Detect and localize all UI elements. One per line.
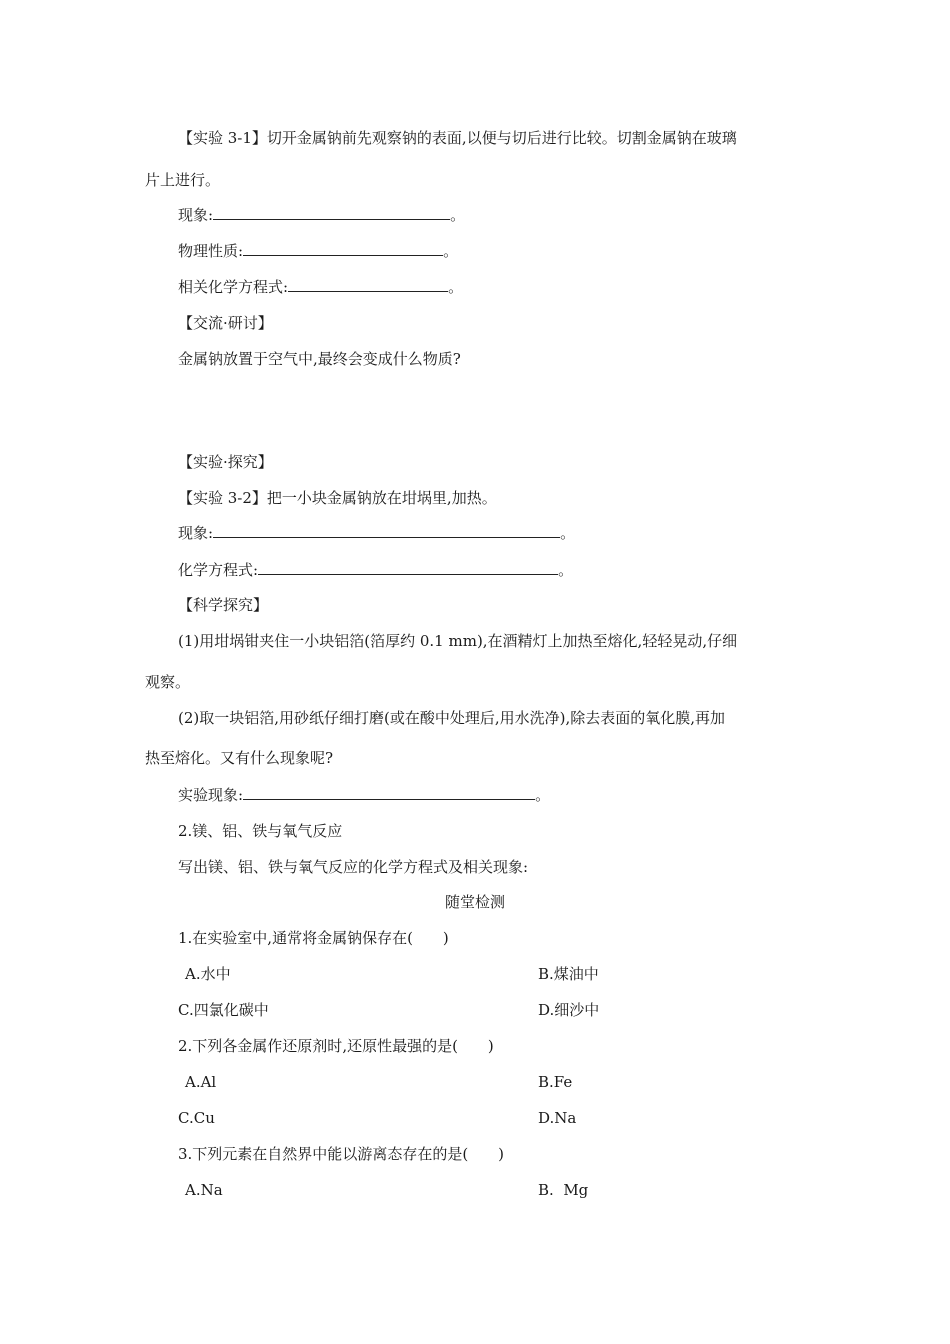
exp31-intro-line1: 【实验 3-1】切开金属钠前先观察钠的表面,以便与切后进行比较。切割金属钠在玻璃 [178,129,737,147]
science-item2-line2: 热至熔化。又有什么现象呢? [145,749,334,767]
question-1-option-c[interactable]: C.四氯化碳中 [178,1001,269,1019]
equation-label: 相关化学方程式: [178,278,289,296]
question-2-option-b[interactable]: B.Fe [538,1073,573,1091]
question-2-option-c[interactable]: C.Cu [178,1109,215,1127]
exp32-equation-row [178,560,573,580]
section2-instruction: 写出镁、铝、铁与氧气反应的化学方程式及相关现象: [178,858,529,876]
section2-title: 2.镁、铝、铁与氧气反应 [178,822,343,840]
end-mark: 。 [560,524,576,542]
end-mark: 。 [450,206,466,224]
end-mark: 。 [448,278,464,296]
exp31-physical-row [178,241,458,261]
science-item1-line1: (1)用坩埚钳夹住一小块铝箔(箔厚约 0.1 mm),在酒精灯上加热至熔化,轻轻晃动,仔细 [178,632,738,650]
exp31-equation-row [178,277,463,297]
discussion-heading: 【交流·研讨】 [178,314,273,332]
exp32-description: 【实验 3-2】把一小块金属钠放在坩埚里,加热。 [178,489,497,507]
phenomenon-label: 现象: [178,206,214,224]
explore-heading: 【实验·探究】 [178,453,273,471]
question-1-option-b[interactable]: B.煤油中 [538,965,599,983]
exp32-phenomenon-row [178,523,575,543]
end-mark: 。 [558,561,574,579]
result-answer-blank[interactable] [243,785,535,800]
quiz-title: 随堂检测 [444,893,505,911]
phenomenon-answer-blank[interactable] [213,523,560,538]
exp31-intro-line2: 片上进行。 [145,171,221,189]
question-3-option-a[interactable]: A.Na [185,1181,223,1199]
question-2-option-a[interactable]: A.Al [185,1073,217,1091]
discussion-question: 金属钠放置于空气中,最终会变成什么物质? [178,350,461,368]
question-1-option-a[interactable]: A.水中 [185,965,231,983]
phenomenon-answer-blank[interactable] [213,205,450,220]
result-label: 实验现象: [178,786,244,804]
end-mark: 。 [443,242,459,260]
question-2-stem: 2.下列各金属作还原剂时,还原性最强的是( ) [178,1037,494,1055]
end-mark: 。 [535,786,551,804]
question-3-stem: 3.下列元素在自然界中能以游离态存在的是( ) [178,1145,505,1163]
science-result-row [178,785,550,805]
question-3-option-b[interactable]: B. Mg [538,1181,589,1199]
question-1-stem: 1.在实验室中,通常将金属钠保存在( ) [178,929,449,947]
science-item1-line2: 观察。 [145,673,191,691]
question-1-option-d[interactable]: D.细沙中 [538,1001,600,1019]
question-2-option-d[interactable]: D.Na [538,1109,577,1127]
physical-property-answer-blank[interactable] [243,241,443,256]
science-heading: 【科学探究】 [178,596,269,614]
equation-label: 化学方程式: [178,561,259,579]
science-item2-line1: (2)取一块铝箔,用砂纸仔细打磨(或在酸中处理后,用水洗净),除去表面的氧化膜,再加 [178,709,726,727]
exp31-phenomenon-row [178,205,465,225]
physical-property-label: 物理性质: [178,242,244,260]
equation-answer-blank[interactable] [258,560,558,575]
phenomenon-label: 现象: [178,524,214,542]
equation-answer-blank[interactable] [288,277,448,292]
